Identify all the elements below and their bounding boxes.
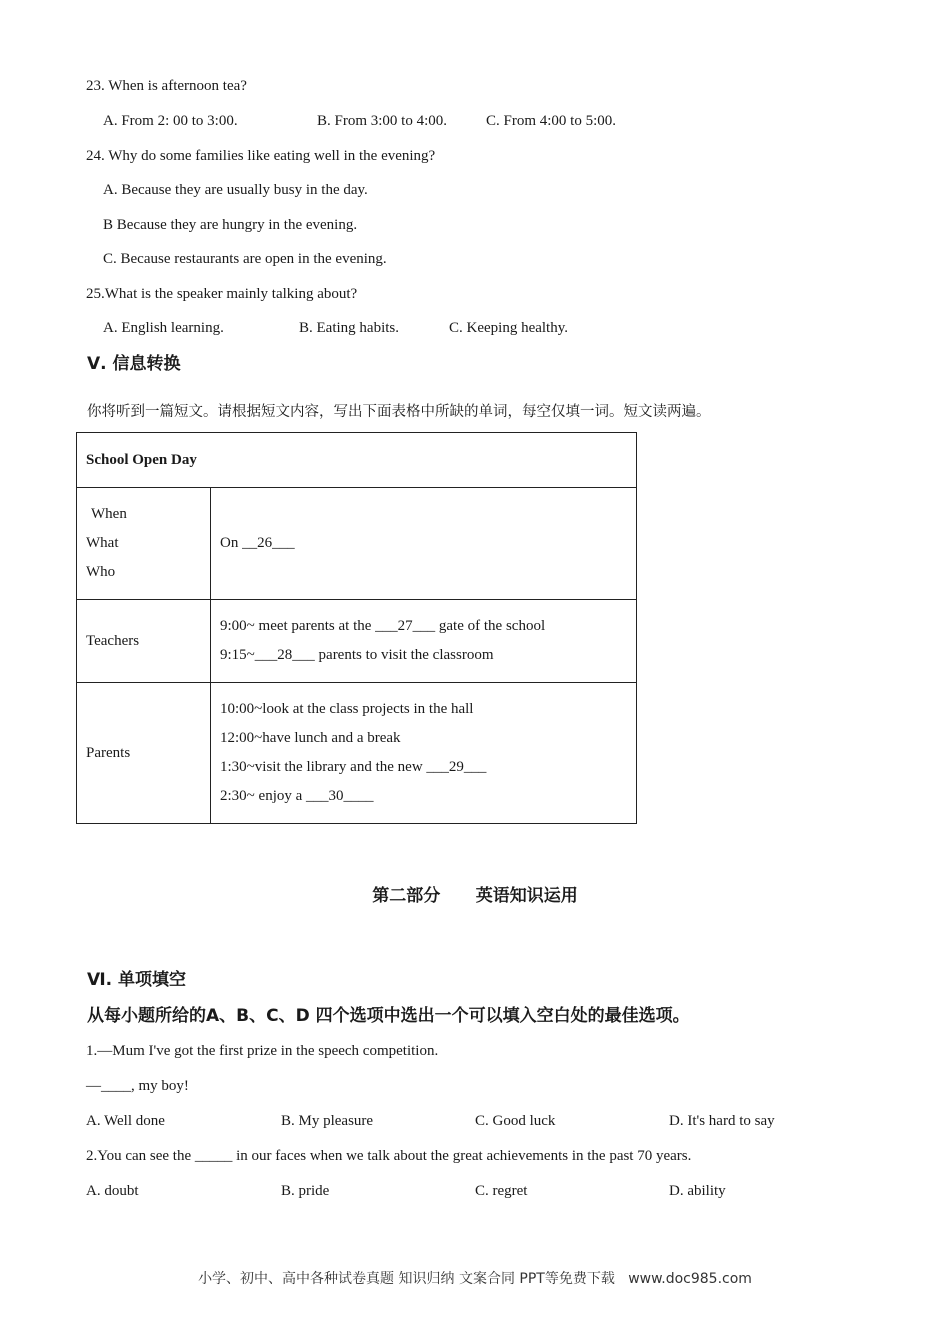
parents-line-1: 10:00~look at the class projects in the hall [220,701,474,717]
table-row-1-content: On __26___ [211,488,637,600]
q25-option-c: C. Keeping healthy. [449,320,568,336]
mc-1-question: 1.—Mum I've got the first prize in the speech competition. [86,1043,439,1059]
mc-2-option-c: C. regret [475,1183,528,1199]
section-5-title: Ⅴ. 信息转换 [87,354,181,374]
info-table [76,432,637,824]
q24-option-c: C. Because restaurants are open in the evening. [103,251,387,267]
q25-option-b: B. Eating habits. [299,320,399,336]
mc-1-option-d: D. It's hard to say [669,1113,775,1129]
teachers-line-2: 9:15~___28___ parents to visit the classroom [220,647,494,663]
section-6-instruction: 从每小题所给的A、B、C、D 四个选项中选出一个可以填入空白处的最佳选项。 [87,1006,690,1026]
q23-option-a: A. From 2: 00 to 3:00. [103,113,238,129]
footer-text: 小学、初中、高中各种试卷真题 知识归纳 文案合同 PPT等免费下载 www.doc985.com [198,1271,752,1287]
label-what: What [86,535,119,551]
table-row-2-content [211,600,637,683]
q25-option-a: A. English learning. [103,320,224,336]
label-parents: Parents [77,683,211,824]
q23-option-b: B. From 3:00 to 4:00. [317,113,448,129]
q23-option-c: C. From 4:00 to 5:00. [486,113,617,129]
parents-line-4: 2:30~ enjoy a ___30____ [220,788,374,804]
mc-1-option-c: C. Good luck [475,1113,556,1129]
q24-option-a: A. Because they are usually busy in the day. [103,182,368,198]
section-5-instruction: 你将听到一篇短文。请根据短文内容，写出下面表格中所缺的单词，每空仅填一词。短文读两遍。 [87,404,711,420]
parents-line-3: 1:30~visit the library and the new ___29___ [220,759,487,775]
mc-1-option-b: B. My pleasure [281,1113,374,1129]
mc-1-response: —____, my boy! [86,1078,189,1094]
question-25: 25.What is the speaker mainly talking about? [86,286,358,302]
mc-1-option-a: A. Well done [86,1113,165,1129]
section-6-title: Ⅵ. 单项填空 [87,970,187,990]
mc-2-option-b: B. pride [281,1183,330,1199]
table-row-labels [77,488,211,600]
part-2-title: 第二部分 英语知识运用 [372,886,578,906]
table-title: School Open Day [77,433,637,488]
mc-2-option-a: A. doubt [86,1183,139,1199]
q24-option-b: B Because they are hungry in the evening. [103,217,358,233]
teachers-line-1: 9:00~ meet parents at the ___27___ gate of the school [220,618,546,634]
mc-2-option-d: D. ability [669,1183,726,1199]
label-when: When [91,506,127,522]
question-24: 24. Why do some families like eating well in the evening? [86,148,436,164]
question-23: 23. When is afternoon tea? [86,78,247,94]
label-who: Who [86,564,116,580]
table-row-3-content [211,683,637,824]
label-teachers: Teachers [77,600,211,683]
mc-2-question: 2.You can see the _____ in our faces when we talk about the great achievements in the past 70 years. [86,1148,692,1164]
parents-line-2: 12:00~have lunch and a break [220,730,401,746]
